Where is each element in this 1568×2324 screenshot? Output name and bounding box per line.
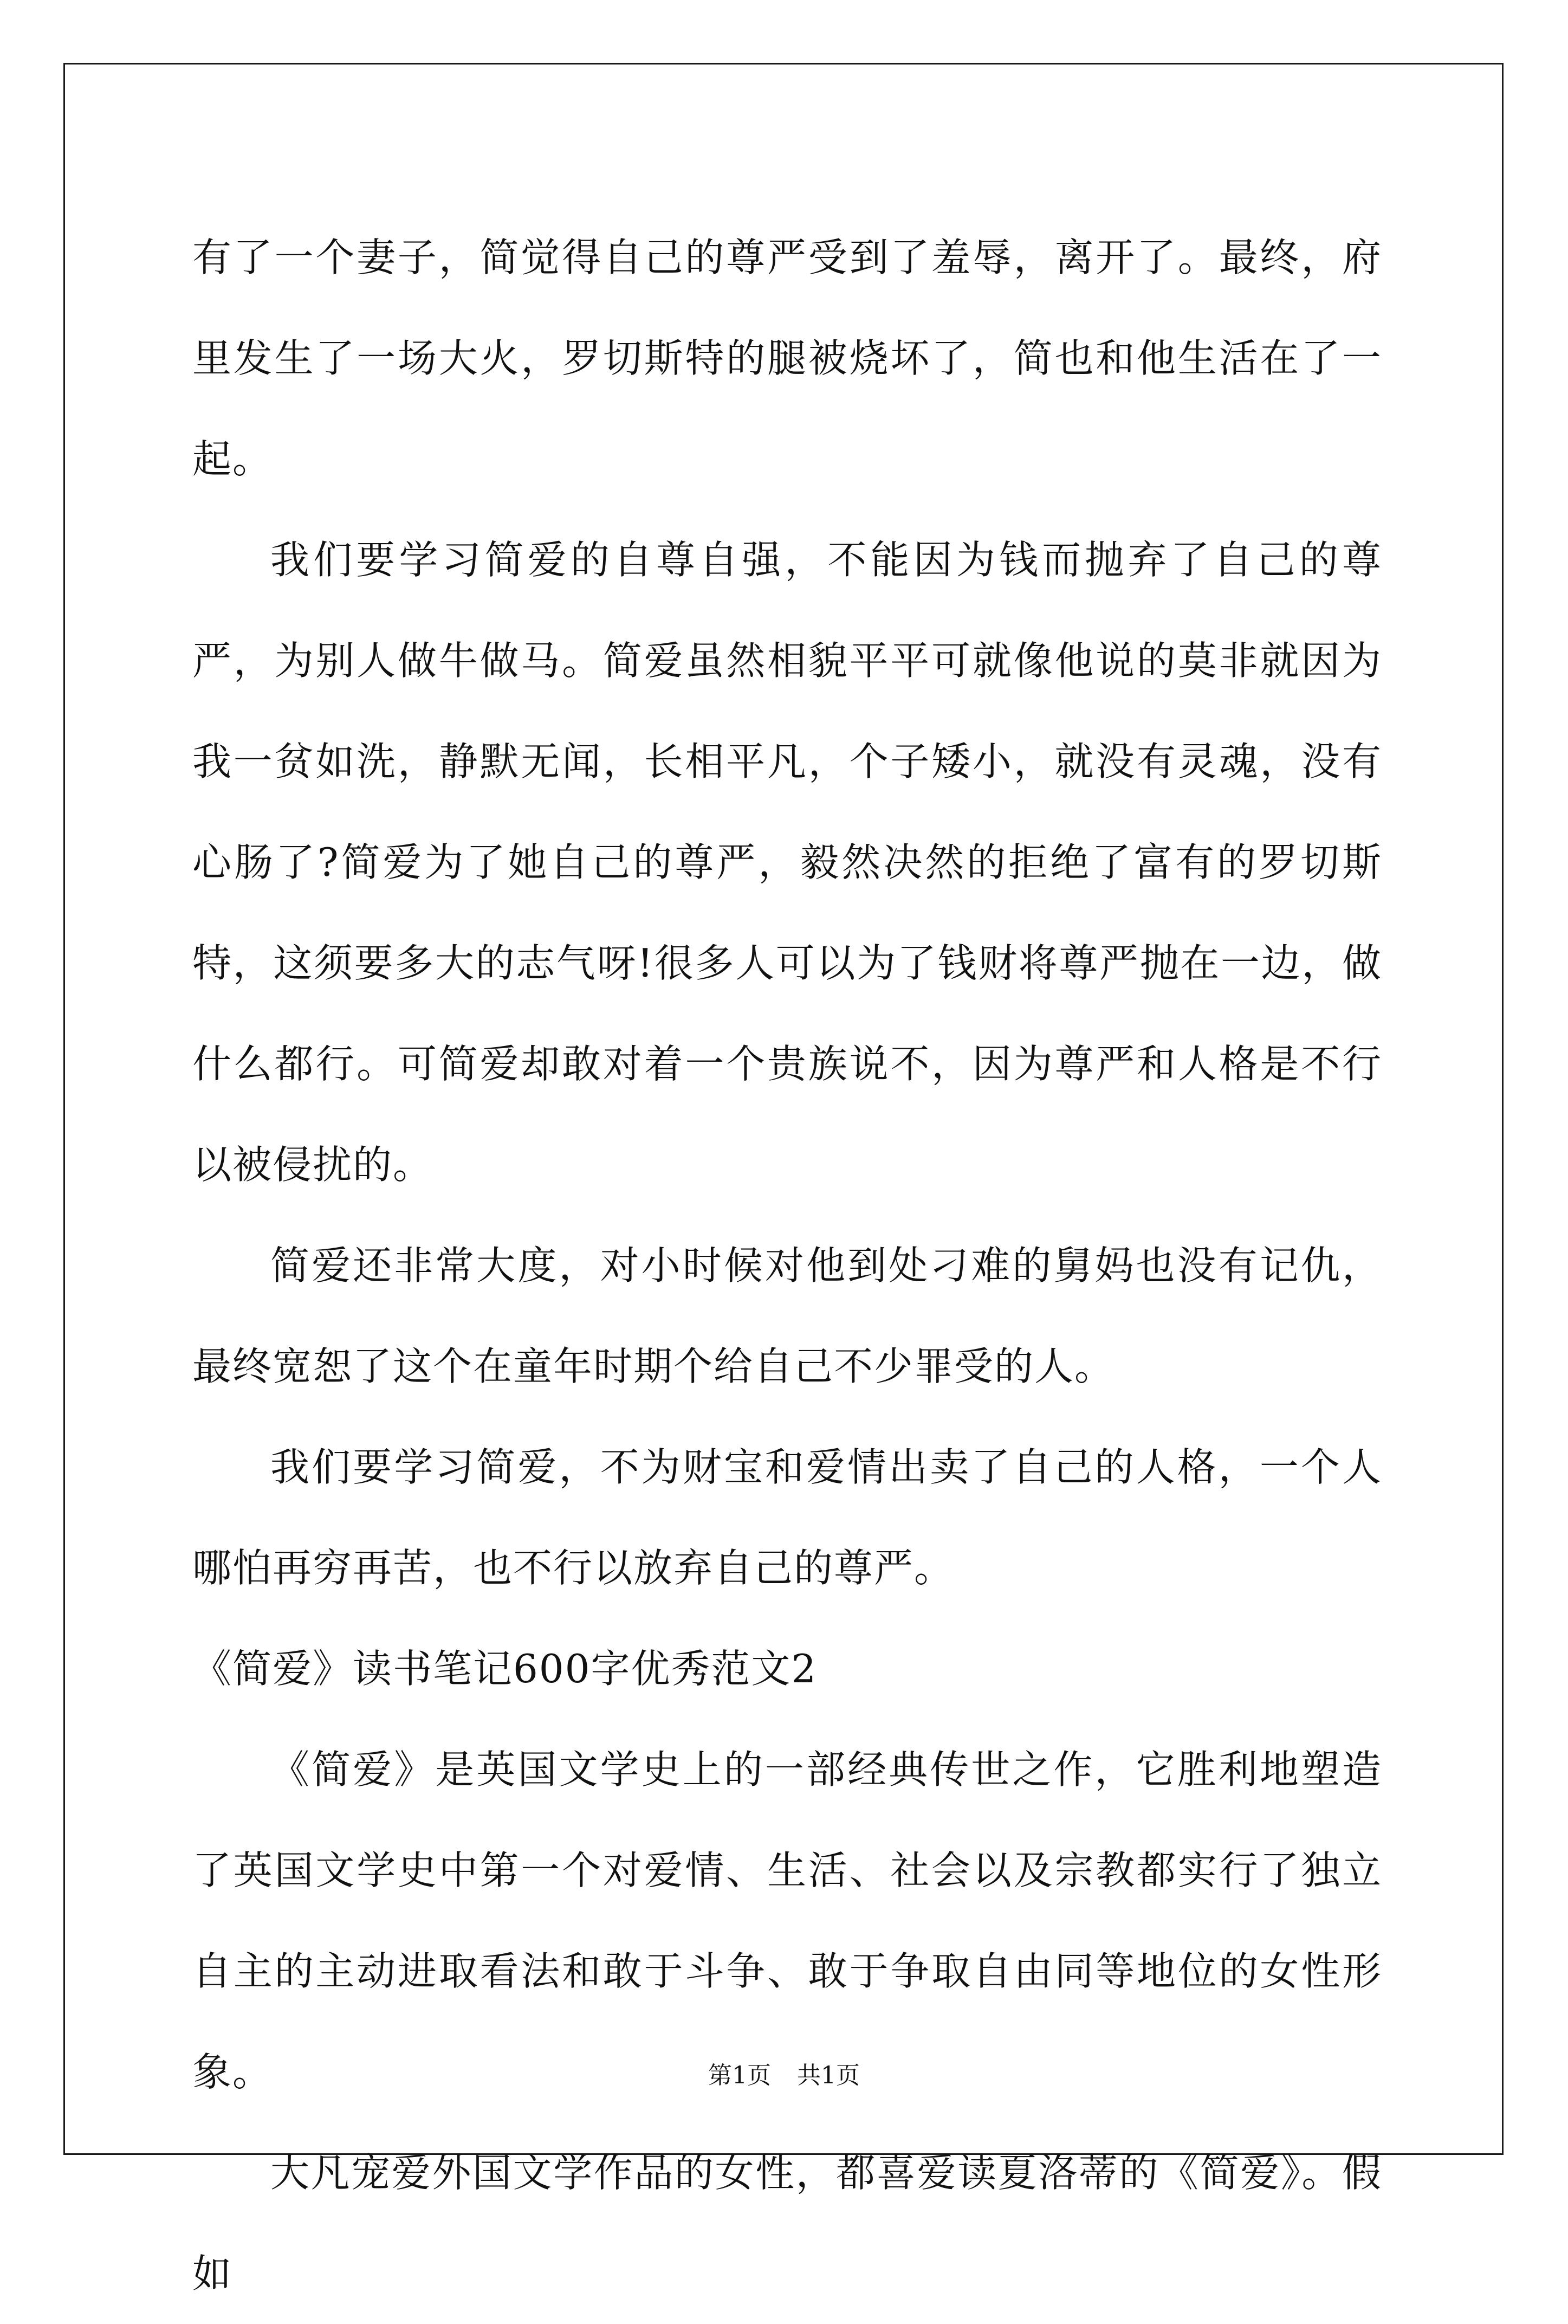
document-body [192, 207, 1382, 2324]
paragraph-6: 大凡宠爱外国文学作品的女性，都喜爱读夏洛蒂的《简爱》。假如 [192, 2150, 1382, 2296]
section-heading: 《简爱》读书笔记600字优秀范文2 [192, 1646, 818, 1692]
paragraph-4: 我们要学习简爱，不为财宝和爱情出卖了自己的人格，一个人哪怕再穷再苦，也不行以放弃自己的尊严。 [192, 1444, 1382, 1591]
page-total: 共1页 [797, 2062, 860, 2089]
page-number: 第1页 [708, 2062, 771, 2089]
paragraph-5: 《简爱》是英国文学史上的一部经典传世之作，它胜利地塑造了英国文学史中第一个对爱情、生活、社会以及宗教都实行了独立自主的主动进取看法和敢于斗争、敢于争取自由同等地位的女性形象。 [192, 1747, 1382, 2095]
paragraph-1: 有了一个妻子，简觉得自己的尊严受到了羞辱，离开了。最终，府里发生了一场大火，罗切斯特的腿被烧坏了，简也和他生活在了一起。 [192, 235, 1382, 482]
paragraph-3: 简爱还非常大度，对小时候对他到处刁难的舅妈也没有记仇，最终宽恕了这个在童年时期个给自己不少罪受的人。 [192, 1243, 1382, 1389]
paragraph-2: 我们要学习简爱的自尊自强，不能因为钱而抛弃了自己的尊严，为别人做牛做马。简爱虽然相貌平平可就像他说的莫非就因为我一贫如洗，静默无闻，长相平凡，个子矮小，就没有灵魂，没有心肠了?简爱为了她自己的尊严，毅然决然的拒绝了富有的罗切斯特，这须要多大的志气呀!很多人可以为了钱财将尊严抛在一边，做什么都行。可简爱却敢对着一个贵族说不，因为尊严和人格是不行以被侵扰的。 [192, 537, 1382, 1187]
page-footer [0, 2060, 1568, 2092]
